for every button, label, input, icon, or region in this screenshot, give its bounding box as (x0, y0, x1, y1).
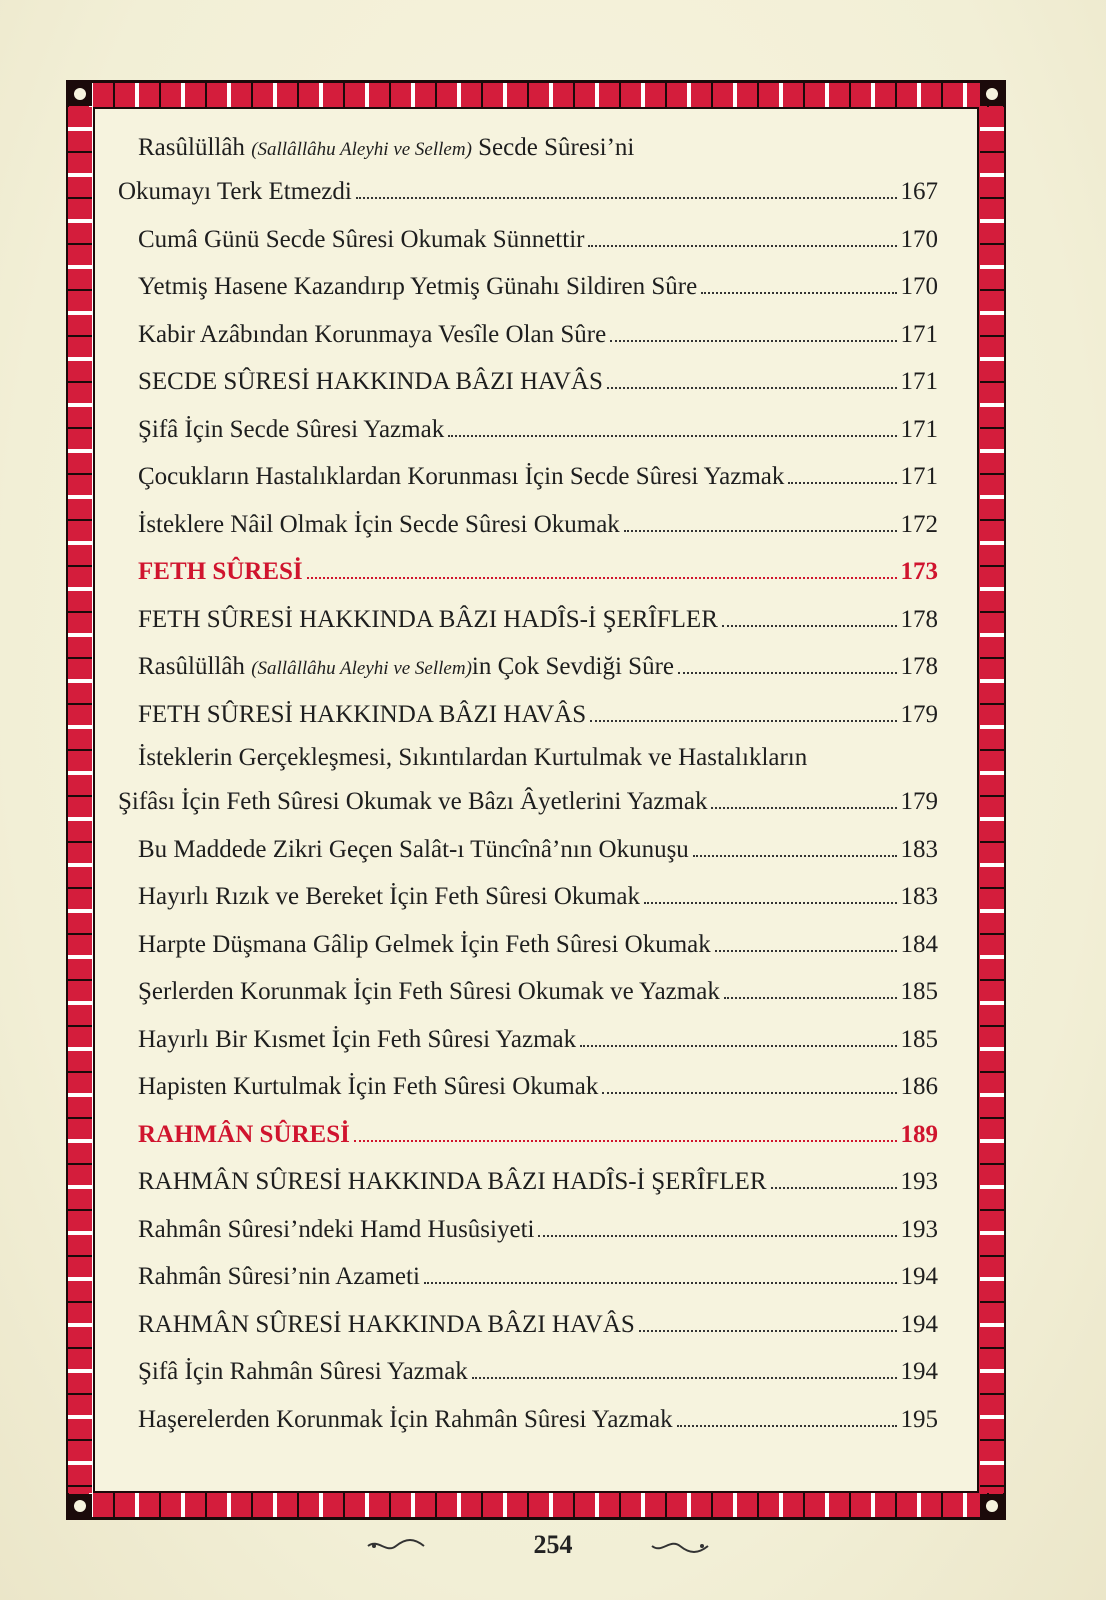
toc-title-text: Çocukların Hastalıklardan Korunması İçin Secde Sûresi Yazmak (138, 463, 785, 490)
toc-entry-title (138, 1016, 576, 1064)
dot-leader (771, 1187, 897, 1189)
toc-entry-title (118, 778, 707, 826)
toc-page-number: 185 (900, 1025, 938, 1053)
toc-entry (118, 921, 938, 969)
toc-entry (118, 216, 938, 264)
toc-entry-title (138, 596, 718, 644)
toc-entry-title (138, 406, 444, 454)
frame-corner-ornament (68, 82, 92, 106)
toc-page-number: 183 (900, 883, 938, 910)
right-flourish-icon (650, 1538, 710, 1554)
toc-title-text: FETH SÛRESİ HAKKINDA BÂZI HADÎS-İ ŞERÎFLER (138, 605, 718, 633)
page-number: 254 (533, 1530, 573, 1559)
dot-leader (788, 482, 896, 484)
toc-entry (118, 501, 938, 549)
toc-entry (118, 453, 938, 501)
toc-title-text: Kabir Azâbından Korunmaya Vesîle Olan Sûre (138, 320, 607, 348)
toc-title-text: Rahmân Sûresi’nin Azameti (138, 1263, 420, 1290)
toc-title-text: İsteklerin Gerçekleşmesi, Sıkıntılardan Kurtulmak ve Hastalıkların (138, 744, 808, 771)
toc-title-text: RAHMÂN SÛRESİ HAKKINDA BÂZI HADÎS-İ ŞERÎFLER (138, 1168, 767, 1195)
toc-title-text: Rasûlüllâh (138, 134, 252, 161)
toc-honorific-note: (Sallâllâhu Aleyhi ve Sellem) (251, 139, 472, 160)
dot-leader (538, 1235, 896, 1237)
toc-entry-title (138, 1111, 350, 1159)
dot-leader (715, 950, 897, 952)
toc-page-number: 173 (900, 558, 938, 585)
dot-leader (644, 902, 897, 904)
toc-page-number: 194 (900, 1263, 938, 1290)
toc-page-number: 171 (900, 415, 938, 443)
toc-title-text: Yetmiş Hasene Kazandırıp Yetmiş Günahı Sildiren Sûre (138, 273, 698, 300)
toc-entry-title (138, 921, 711, 969)
toc-entry-title (138, 738, 807, 778)
toc-title-text: Rahmân Sûresi’ndeki Hamd Husûsiyeti (138, 1215, 535, 1243)
toc-entry (118, 1396, 938, 1444)
toc-entry (118, 968, 938, 1016)
dot-leader (356, 197, 897, 199)
frame-left-border (68, 107, 92, 1493)
toc-page-number: 184 (900, 930, 938, 958)
toc-title-text: Bu Maddede Zikri Geçen Salât-ı Tüncînâ’nın Okunuşu (138, 835, 689, 863)
toc-entry (118, 263, 938, 311)
toc-entry-title (138, 1063, 598, 1111)
dot-leader (711, 807, 896, 809)
toc-page-number: 189 (900, 1120, 938, 1148)
dot-leader (678, 672, 897, 674)
table-of-contents (118, 128, 938, 1443)
toc-page-number: 171 (900, 368, 938, 395)
toc-entry (118, 738, 938, 778)
dot-leader (588, 245, 896, 247)
toc-section-heading (118, 1111, 938, 1159)
toc-entry-title (138, 453, 784, 501)
toc-entry-title (138, 548, 303, 596)
dot-leader (639, 1330, 897, 1332)
dot-leader (354, 1140, 897, 1142)
toc-entry-title (138, 501, 620, 549)
dot-leader (701, 292, 896, 294)
toc-entry-title (138, 1396, 673, 1444)
toc-entry (118, 1158, 938, 1206)
toc-title-text-cont: Secde Sûresi’ni (471, 134, 635, 161)
toc-page-number: 186 (900, 1073, 938, 1100)
toc-title-text: Hayırlı Rızık ve Bereket İçin Feth Sûresi Okumak (138, 883, 640, 910)
toc-title-text: Cumâ Günü Secde Sûresi Okumak Sünnettir (138, 225, 585, 253)
toc-title-text: RAHMÂN SÛRESİ (138, 1120, 350, 1148)
toc-page-number: 185 (900, 978, 938, 1005)
toc-page-number: 178 (900, 605, 938, 633)
frame-corner-ornament (980, 82, 1004, 106)
toc-title-text: FETH SÛRESİ (138, 558, 303, 585)
toc-page-number: 195 (900, 1405, 938, 1433)
toc-entry (118, 826, 938, 874)
toc-entry-title (138, 873, 640, 921)
toc-page-number: 193 (900, 1215, 938, 1243)
toc-entry (118, 596, 938, 644)
toc-entry-title (138, 128, 634, 170)
toc-title-text: FETH SÛRESİ HAKKINDA BÂZI HAVÂS (138, 700, 587, 728)
toc-title-text: Şifâ İçin Rahmân Sûresi Yazmak (138, 1358, 468, 1385)
dot-leader (724, 997, 897, 999)
dot-leader (590, 720, 896, 722)
toc-entry-title (138, 1158, 767, 1206)
toc-title-text: Harpte Düşmana Gâlip Gelmek İçin Feth Sûresi Okumak (138, 930, 711, 958)
toc-entry-title (138, 826, 689, 874)
toc-title-text: SECDE SÛRESİ HAKKINDA BÂZI HAVÂS (138, 368, 603, 395)
dot-leader (722, 625, 897, 627)
toc-title-text: Şifâ İçin Secde Sûresi Yazmak (138, 415, 445, 443)
dot-leader (610, 340, 896, 342)
toc-entry (118, 643, 938, 691)
toc-entry (118, 311, 938, 359)
frame-right-border (980, 107, 1004, 1493)
frame-corner-ornament (980, 1494, 1004, 1518)
toc-entry-title (138, 263, 697, 311)
toc-entry-title (138, 1348, 468, 1396)
toc-title-text: RAHMÂN SÛRESİ HAKKINDA BÂZI HAVÂS (138, 1310, 635, 1338)
toc-entry-title (138, 691, 586, 739)
toc-entry (118, 1016, 938, 1064)
toc-title-text: Şerlerden Korunmak İçin Feth Sûresi Okumak ve Yazmak (138, 978, 720, 1005)
toc-entry-title (138, 643, 674, 693)
toc-page-number: 183 (900, 835, 938, 863)
toc-entry (118, 358, 938, 406)
dot-leader (307, 577, 897, 579)
toc-page-number: 167 (900, 178, 938, 205)
toc-entry (118, 406, 938, 454)
toc-entry (118, 1063, 938, 1111)
toc-page-number: 193 (900, 1168, 938, 1195)
dot-leader (448, 435, 896, 437)
toc-page-number: 194 (900, 1358, 938, 1385)
toc-entry-title (138, 968, 720, 1016)
dot-leader (607, 387, 897, 389)
dot-leader (472, 1377, 897, 1379)
toc-entry (118, 778, 938, 826)
toc-page-number: 172 (900, 510, 938, 538)
toc-title-text: Haşerelerden Korunmak İçin Rahmân Sûresi Yazmak (138, 1405, 673, 1433)
dot-leader (602, 1092, 896, 1094)
toc-section-heading (118, 548, 938, 596)
toc-title-text: Rasûlüllâh (138, 653, 252, 680)
toc-entry (118, 1253, 938, 1301)
toc-entry-title (138, 216, 584, 264)
toc-page-number: 170 (900, 273, 938, 300)
toc-page-number: 171 (900, 463, 938, 490)
toc-entry (118, 128, 938, 168)
dot-leader (624, 530, 897, 532)
toc-entry-title (138, 358, 603, 406)
toc-page-number: 179 (900, 700, 938, 728)
toc-page-number: 171 (900, 320, 938, 348)
dot-leader (677, 1425, 897, 1427)
toc-page-number: 179 (900, 788, 938, 815)
toc-entry (118, 1301, 938, 1349)
toc-entry (118, 691, 938, 739)
frame-corner-ornament (68, 1494, 92, 1518)
toc-page-number: 194 (900, 1310, 938, 1338)
toc-entry (118, 873, 938, 921)
toc-entry (118, 1206, 938, 1254)
toc-entry-title (118, 168, 352, 216)
toc-entry-title (138, 1206, 534, 1254)
dot-leader (693, 855, 897, 857)
toc-title-text: Şifâsı İçin Feth Sûresi Okumak ve Bâzı Âyetlerini Yazmak (118, 788, 708, 815)
toc-title-text: İsteklere Nâil Olmak İçin Secde Sûresi Okumak (138, 510, 620, 538)
toc-title-text: Okumayı Terk Etmezdi (118, 178, 352, 205)
dot-leader (580, 1045, 896, 1047)
toc-title-text: Hayırlı Bir Kısmet İçin Feth Sûresi Yazmak (138, 1025, 577, 1053)
toc-page-number: 170 (900, 225, 938, 253)
toc-entry-title (138, 311, 606, 359)
toc-page-number: 178 (900, 653, 938, 680)
toc-entry-title (138, 1253, 420, 1301)
dot-leader (424, 1282, 897, 1284)
toc-title-text-cont: in Çok Sevdiği Sûre (471, 653, 674, 680)
toc-entry-title (138, 1301, 635, 1349)
toc-entry (118, 168, 938, 216)
toc-honorific-note: (Sallâllâhu Aleyhi ve Sellem) (251, 658, 472, 679)
toc-entry (118, 1348, 938, 1396)
toc-title-text: Hapisten Kurtulmak İçin Feth Sûresi Okumak (138, 1073, 599, 1100)
